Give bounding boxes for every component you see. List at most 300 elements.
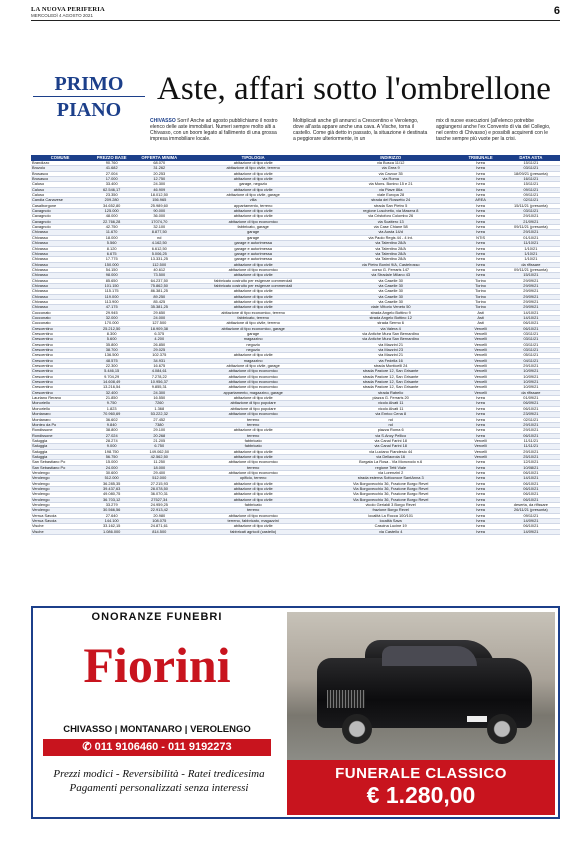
table-cell: Chivasso [31, 251, 89, 256]
table-cell: abitazione di tipo economico [184, 412, 322, 417]
table-cell: 32.000 [89, 315, 134, 320]
table-cell: via Paolo Regis 44 - 4 int. [322, 235, 460, 240]
table-cell: 9.840 [89, 422, 134, 427]
table-cell: Cascina Lucine 19 [322, 524, 460, 529]
table-cell: 41.682 [89, 166, 134, 171]
table-cell: abitazione di tipo civile [184, 187, 322, 192]
table-cell: 209.280 [89, 198, 134, 203]
table-cell: via Caselle 30 [322, 283, 460, 288]
table-cell: 25/10/21 [502, 454, 560, 459]
column-header: PREZZO BASE [89, 155, 134, 161]
table-cell: Vercelli [459, 380, 501, 385]
table-cell: via Canal Farini 18 [322, 438, 460, 443]
hearse-wheel [487, 714, 517, 744]
table-cell: 156.965 [134, 198, 184, 203]
headline: Aste, affari sotto l'ombrellone [157, 71, 551, 107]
ad-tagline-1: Prezzi modici - Reversibilità - Ratei tredicesima [53, 768, 265, 780]
table-cell: Ivrea [459, 412, 501, 417]
table-cell: via Valera 4 [322, 326, 460, 331]
table-cell: garage [184, 230, 322, 235]
table-cell: 21/09/21 [502, 219, 560, 224]
table-cell: abitazione di tipo economico [184, 380, 322, 385]
table-cell: 12/10/21 [502, 460, 560, 465]
table-cell: abitazione di tipo civile [184, 305, 322, 310]
table-cell: Asti [459, 315, 501, 320]
table-cell: vicolo Alvati 11 [322, 406, 460, 411]
table-cell: Torino [459, 294, 501, 299]
table-cell: Chivasso [31, 262, 89, 267]
table-cell: Via Borgovecchio 36, Frazione Borgo Revel [322, 492, 460, 497]
table-cell: Vische [31, 529, 89, 534]
table-cell: 1.368 [134, 406, 184, 411]
table-cell: via Caselle 30 [322, 289, 460, 294]
table-cell: 16/11/21 [502, 177, 560, 182]
table-cell: 17.000 [89, 177, 134, 182]
table-cell: Chivasso [31, 230, 89, 235]
table-cell: 23/09/21 [502, 412, 560, 417]
table-cell: 20.980 [134, 513, 184, 518]
table-cell: via Fedella 16 [322, 358, 460, 363]
table-cell: nd [134, 235, 184, 240]
table-cell: via Aosta 14/d [322, 230, 460, 235]
table-cell: 814.500 [134, 529, 184, 534]
table-cell: 25.212,50 [89, 326, 134, 331]
table-cell: 112.500 [134, 262, 184, 267]
table-cell: via Talentino 28/A [322, 246, 460, 251]
table-cell: abitazione di tipo civile [184, 273, 322, 278]
table-cell: viale Vittorio Veneto 50 [322, 305, 460, 310]
table-cell: 8.877,50 [134, 230, 184, 235]
auctions-table [31, 155, 560, 535]
table-cell: Torino [459, 278, 501, 283]
table-cell: via Mazzini 21 [322, 353, 460, 358]
table-cell: 33.400 [89, 182, 134, 187]
table-cell: Verolengo [31, 503, 89, 508]
table-cell: Ivrea [459, 171, 501, 176]
table-cell: abitazione di tipo civile [184, 481, 322, 486]
table-cell: 7.278,22 [134, 374, 184, 379]
table-cell: abitazione di tipo civile, garage [184, 364, 322, 369]
table-cell: 68.070 [134, 161, 184, 166]
table-cell: Verrua Savoia [31, 513, 89, 518]
table-cell: 24.000 [134, 315, 184, 320]
table-cell: Vercelli [459, 444, 501, 449]
table-cell: abitazione di tipo popolare [184, 401, 322, 406]
table-cell: fabbricato [184, 438, 322, 443]
table-cell: via Dellacroia 16 [322, 454, 460, 459]
table-cell: garage e autorimessa [184, 246, 322, 251]
table-cell: Chivasso [31, 278, 89, 283]
table-cell: 90.760 [89, 161, 134, 166]
table-cell: 101.150 [89, 283, 134, 288]
table-cell: Crescentino [31, 369, 89, 374]
table-cell: Vercelli [459, 326, 501, 331]
table-cell: Torino [459, 289, 501, 294]
dateline: MERCOLEDÌ 4 AGOSTO 2021 [31, 13, 93, 18]
table-cell: 18.000 [134, 465, 184, 470]
table-cell: 13.331,25 [134, 257, 184, 262]
section-label [33, 74, 145, 129]
table-cell: 22.300 [89, 364, 134, 369]
table-cell: Monteu da Po [31, 422, 89, 427]
table-cell: strada Sermo 6 [322, 321, 460, 326]
table-cell: 06/10/21 [502, 524, 560, 529]
table-cell: abitazione di tipo civile, garage [184, 193, 322, 198]
table-cell: via Talentino 28/A [322, 241, 460, 246]
table-cell: fabbricati agricoli (castello) [184, 529, 322, 534]
table-cell: garage e autorimessa [184, 257, 322, 262]
table-cell: abitazione di tipo economico [184, 219, 322, 224]
column-header: INDIRIZZO [322, 155, 460, 161]
ad-tagline [39, 767, 279, 795]
table-cell: Monoriello [31, 406, 89, 411]
table-cell: abitazione di tipo economico [184, 369, 322, 374]
table-cell: abitazione di tipo civile, terreno [184, 321, 322, 326]
table-cell: Ivrea [459, 396, 501, 401]
ad-towns: CHIVASSO | MONTANARO | VEROLENGO [63, 724, 251, 735]
column-header: COMUNE [31, 155, 89, 161]
table-cell: vicolo Alvati 11 [322, 401, 460, 406]
table-cell: abitazione di tipo civile, terreno [184, 166, 322, 171]
table-cell: Cocconato [31, 310, 89, 315]
table-cell: 30.600 [89, 470, 134, 475]
table-cell: via Caselle 30 [322, 299, 460, 304]
table-cell: 29.945 [89, 310, 134, 315]
table-cell: 149.062,50 [134, 449, 184, 454]
table-cell: 98.000 [89, 273, 134, 278]
table-cell: San Sebastiano Po [31, 460, 89, 465]
table-cell: Caluso [31, 187, 89, 192]
table-cell: 18/09/21 (presunta) [502, 171, 560, 176]
table-cell: strada Pastore 12, San Grisante [322, 369, 460, 374]
table-cell: Chivasso [31, 246, 89, 251]
table-cell: nd [322, 422, 460, 427]
table-cell: 11.250 [134, 460, 184, 465]
table-cell: 21.205 [134, 438, 184, 443]
hearse-photo [287, 612, 555, 760]
table-cell: da rifissare [502, 262, 560, 267]
table-cell: 03/11/21 [502, 342, 560, 347]
table-cell: 29/09/21 [502, 299, 560, 304]
table-cell: Vercelli [459, 348, 501, 353]
table-cell: 06/10/21 [502, 406, 560, 411]
table-cell: Ivrea [459, 230, 501, 235]
table-cell: 5.006,25 [134, 251, 184, 256]
table-cell: 15.000 [89, 460, 134, 465]
table-cell: via Case Chiane 58 [322, 225, 460, 230]
table-cell: Ivrea [459, 209, 501, 214]
table-cell: 10.956,37 [134, 380, 184, 385]
table-cell: via Enrico Cena 8 [322, 412, 460, 417]
table-cell: strada Pastore 12, San Grisante [322, 374, 460, 379]
table-cell: Chivasso [31, 235, 89, 240]
table-cell: Chivasso [31, 294, 89, 299]
table-cell: Ivrea [459, 513, 501, 518]
table-cell: Candia Canavese [31, 198, 89, 203]
table-cell: 36.703,12 [89, 497, 134, 502]
table-body [31, 161, 560, 535]
table-cell: 17074,70 [134, 219, 184, 224]
table-cell: Verolengo [31, 481, 89, 486]
hearse-wheel [342, 714, 372, 744]
table-cell: 6.675 [89, 251, 134, 256]
table-cell: 10/08/21 [502, 465, 560, 470]
table-cell: 10/09/21 [502, 380, 560, 385]
table-cell: 5.560 [89, 241, 134, 246]
table-cell: località La Rocca 100/101 [322, 513, 460, 518]
table-cell: Saluggia [31, 444, 89, 449]
table-cell: 09/11/21 [502, 513, 560, 518]
table-cell: terreno, fabbricato, magazzini [184, 519, 322, 524]
table-cell: 14/10/21 [502, 310, 560, 315]
ad-title: ONORANZE FUNEBRI [91, 611, 223, 623]
table-cell: 36.000 [134, 214, 184, 219]
table-cell: 33.279 [89, 503, 134, 508]
intro-column-1 [150, 118, 285, 142]
table-cell: Ivrea [459, 166, 501, 171]
table-cell: Ivrea [459, 460, 501, 465]
table-cell: via Caselle 30 [322, 278, 460, 283]
table-cell: Ivrea [459, 481, 501, 486]
table-cell: via Canal Farini 18 [322, 444, 460, 449]
table-cell: abitazione di tipo civile [184, 492, 322, 497]
table-cell: 29/09/21 [502, 278, 560, 283]
table-cell: 6.612,50 [134, 246, 184, 251]
table-cell: Crescentino [31, 326, 89, 331]
table-cell: 127.500 [134, 321, 184, 326]
table-cell: 06/10/21 [502, 492, 560, 497]
table-cell: Saluggia [31, 454, 89, 459]
table-cell: Vercelli [459, 353, 501, 358]
table-cell: frazione Borgo Revel [322, 508, 460, 513]
table-row [31, 529, 560, 534]
table-cell: abitazione di tipo economico [184, 374, 322, 379]
table-cell: Rondissone [31, 433, 89, 438]
table-cell: Ivrea [459, 182, 501, 187]
table-cell: Ivrea [459, 465, 501, 470]
table-cell: terreno [184, 465, 322, 470]
table-cell: 20.253 [134, 171, 184, 176]
table-cell: San Sebastiano Po [31, 465, 89, 470]
table-cell: negozio [184, 348, 322, 353]
table-cell: Vercelli [459, 385, 501, 390]
table-cell: viale Europa 28 [322, 193, 460, 198]
table-cell: 05/11/21 [502, 353, 560, 358]
hearse-grille [327, 690, 365, 708]
table-cell: 24.300 [134, 182, 184, 187]
table-cell: via Mons. Bonino 15 e 21 [322, 182, 460, 187]
table-cell: 9.704,29 [89, 374, 134, 379]
table-cell: 5.600 [89, 337, 134, 342]
table-cell: 11/10/21 [502, 241, 560, 246]
table-cell: Ivrea [459, 241, 501, 246]
table-cell: Cavagnolo [31, 214, 89, 219]
table-cell: 29/10/21 [502, 428, 560, 433]
table-cell: 27.004 [89, 171, 134, 176]
table-cell: 75.862,50 [134, 283, 184, 288]
table-cell: via Busca 11/12 [322, 161, 460, 166]
table-cell: Ivrea [459, 203, 501, 208]
table-cell: 198.750 [89, 449, 134, 454]
table-cell: 5.446,15 [89, 369, 134, 374]
table-cell: Chivasso [31, 283, 89, 288]
table-cell: 29.025 [134, 348, 184, 353]
table-cell: Vercelli [459, 374, 501, 379]
table-cell: abitazione di tipo civile [184, 262, 322, 267]
table-cell: 31.262 [134, 166, 184, 171]
table-cell: Ivrea [459, 257, 501, 262]
table-cell: Ivrea [459, 246, 501, 251]
table-cell: Verrua Savoia [31, 519, 89, 524]
table-cell: fabbricato, terreno [184, 315, 322, 320]
ad-phone-numbers: 011 9106460 - 011 9192273 [94, 741, 232, 753]
table-cell: regione Tetti Viale [322, 465, 460, 470]
page-number: 6 [553, 5, 560, 17]
table-cell: Cocconato [31, 315, 89, 320]
table-cell: Chivasso [31, 267, 89, 272]
section-label-line1: PRIMO [33, 74, 145, 97]
table-cell: 170.000 [89, 321, 134, 326]
hearse-window [382, 646, 477, 666]
table-cell: Vercelli [459, 337, 501, 342]
table-cell: 40.612 [134, 267, 184, 272]
table-cell: Crescentino [31, 358, 89, 363]
table-cell: 39.437,63 [89, 486, 134, 491]
intro-text-1: Sorri! Anche ad agosto pubblichiamo il nostro elenco delle aste immobiliari. Numeri sempre molto alti a Chivasso, con un boom legato al fallimento di una grossa impresa immobiliare locale. [150, 118, 278, 142]
table-cell: Crescentino [31, 364, 89, 369]
table-cell: Ivrea [459, 524, 501, 529]
table-cell: 02/11/21 [502, 417, 560, 422]
table-cell: 06/10/21 [502, 326, 560, 331]
table-cell: magazzino [184, 337, 322, 342]
table-cell: 56.750 [89, 454, 134, 459]
table-cell: Via Borgovecchio 36, Frazione Borgo Revel [322, 486, 460, 491]
table-cell: Lauriano Rerano [31, 396, 89, 401]
table-cell: abitazione di tipo economico [184, 470, 322, 475]
table-cell: Torino [459, 283, 501, 288]
table-cell: fabbricato [184, 503, 322, 508]
table-cell: Caluso [31, 182, 89, 187]
table-cell: 30.566,56 [89, 508, 134, 513]
table-cell: Ivrea [459, 187, 501, 192]
table-cell: fabbricato [184, 444, 322, 449]
table-cell: Verolengo [31, 508, 89, 513]
table-cell: strada esterna Sottocroce SantAnna 3 [322, 476, 460, 481]
table-cell: abitazione di tipo economico [184, 385, 322, 390]
table-cell: 9.855,31 [134, 385, 184, 390]
table-cell: fabbricato costruito per esigenze commerciali [184, 283, 322, 288]
table-cell: 10/09/21 [502, 385, 560, 390]
table-cell: 29/09/21 [502, 294, 560, 299]
table-cell: via Piave 86a [322, 187, 460, 192]
table-cell: via Talentino 28/A [322, 257, 460, 262]
table-cell: Verolengo [31, 476, 89, 481]
table-cell: Ivrea [459, 401, 501, 406]
table-cell: 6.375 [134, 332, 184, 337]
table-cell: abitazione di tipo economico [184, 267, 322, 272]
table-cell: 10/09/21 [502, 374, 560, 379]
table-cell: 46.909 [134, 187, 184, 192]
table-cell: garage e autorimessa [184, 251, 322, 256]
table-cell: 06/10/21 [502, 321, 560, 326]
table-cell: 18.000 [89, 235, 134, 240]
table-cell: 10/09/21 [502, 369, 560, 374]
table-cell: Chivasso [31, 299, 89, 304]
table-cell: Ivrea [459, 433, 501, 438]
column-header: TIPOLOGIA [184, 155, 322, 161]
table-cell: abitazione di tipo civile [184, 353, 322, 358]
table-cell: via Cristoforo Colombo 26 [322, 214, 460, 219]
table-cell: via Antiche Mura San Bernardino [322, 332, 460, 337]
table-cell: 29/10/21 [502, 449, 560, 454]
table-cell: 4.162,50 [134, 241, 184, 246]
table-cell: abitazione di tipo civile [184, 171, 322, 176]
table-cell: regione Luschetto, via Masera 8 [322, 209, 460, 214]
table-cell: garage e autorimessa [184, 241, 322, 246]
table-cell: abitazione di tipo civile [184, 209, 322, 214]
table-cell: 27.452 [134, 417, 184, 422]
table-cell: 24.300 [134, 390, 184, 395]
table-cell: abitazione di tipo civile [184, 524, 322, 529]
table-cell: Chivasso [31, 257, 89, 262]
table-cell: Vercelli [459, 438, 501, 443]
table-cell: 02/11/21 [502, 198, 560, 203]
table-cell: 54.150 [89, 267, 134, 272]
table-cell: abitazione di tipo economico [184, 460, 322, 465]
table-cell: 12.750 [134, 177, 184, 182]
table-cell: Brandizzo [31, 161, 89, 166]
table-cell: negozio [184, 342, 322, 347]
table-cell: Caluso [31, 193, 89, 198]
table-cell: Cocconato [31, 321, 89, 326]
table-cell: Crescentino [31, 337, 89, 342]
table-cell: abitazione di tipo civile [184, 428, 322, 433]
table-cell: Crescentino [31, 353, 89, 358]
table-cell: 29.400 [134, 470, 184, 475]
table-cell: abitazione di tipo economico, terreno [184, 310, 322, 315]
table-cell: 24.959,25 [134, 503, 184, 508]
table-cell: 70.960,69 [89, 412, 134, 417]
table-cell: 26/11/21 (presunta) [502, 508, 560, 513]
table-cell: 15/11/21 (presunta) [502, 203, 560, 208]
table-cell: 09/11/21 [502, 193, 560, 198]
ad-phone-bar [43, 739, 271, 756]
table-cell: 29/09/21 [502, 283, 560, 288]
table-cell: strada Rabelio [322, 390, 460, 395]
table-cell: 9.000 [89, 444, 134, 449]
table-cell: Ivrea [459, 219, 501, 224]
table-cell: Montanaro [31, 417, 89, 422]
ad-tagline-2: Pagamenti personalizzati senza interessi [69, 782, 249, 794]
table-cell: 113.900 [89, 299, 134, 304]
table-cell: terreno [184, 508, 322, 513]
header-rule [31, 20, 560, 21]
table-cell: Crescentino [31, 385, 89, 390]
table-cell: da rifissare [502, 390, 560, 395]
table-cell: Vercelli [459, 332, 501, 337]
table-cell: Vercelli [459, 364, 501, 369]
table-cell: Ivrea [459, 428, 501, 433]
column-header: OFFERTA MINIMA [134, 155, 184, 161]
table-cell: 4.084,61 [134, 369, 184, 374]
table-cell: 14/10/21 [502, 315, 560, 320]
table-cell: Via Borgovecchio 36, Frazione Borgo Revel [322, 497, 460, 502]
table-cell: Ivrea [459, 503, 501, 508]
table-cell: 11/11/21 [502, 438, 560, 443]
table-cell: Ivrea [459, 214, 501, 219]
table-cell: 29/09/21 [502, 305, 560, 310]
table-cell: 06/10/21 [502, 470, 560, 475]
